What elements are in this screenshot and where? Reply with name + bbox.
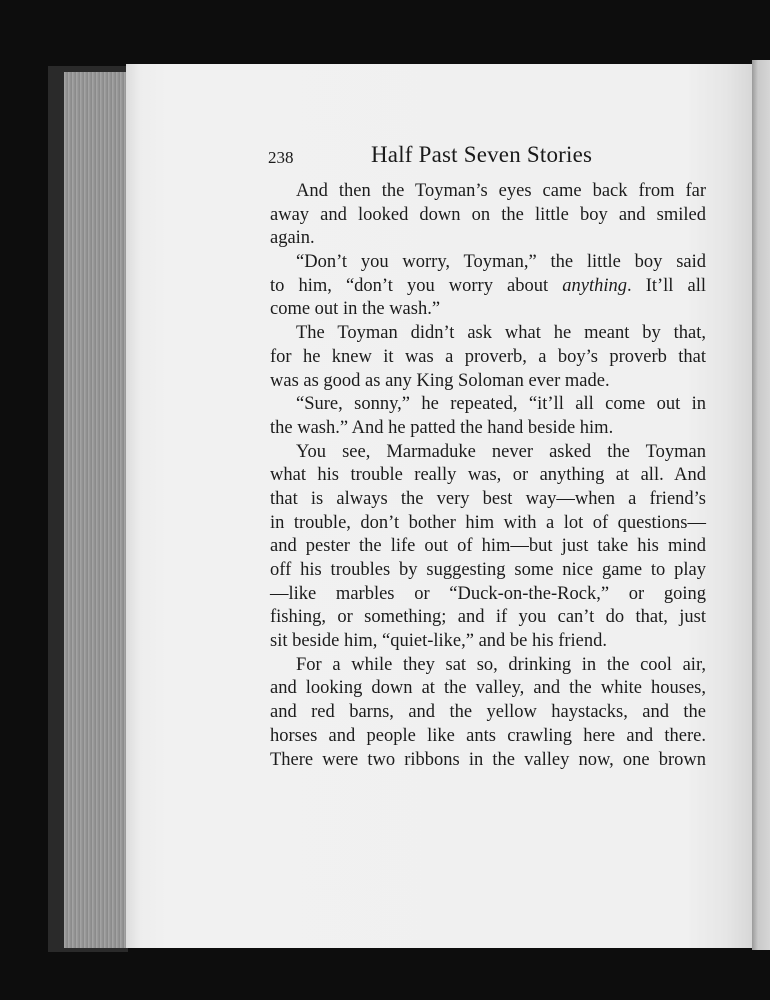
text-line: fishing, or something; and if you can’t do that, just [270,607,706,628]
text-line: There were two ribbons in the valley now, one brown [270,749,706,770]
text-line: what his trouble really was, or anything at all. And [270,465,706,486]
page-header [268,140,708,174]
text-line: sit beside him, “quiet-like,” and be his friend. [270,631,608,652]
facing-page-edge [752,60,770,950]
running-title: Half Past Seven Stories [371,142,593,167]
text-line: to him, “don’t you worry about anything. It’ll all [270,275,706,296]
text-line: in trouble, don’t bother him with a lot of questions— [270,512,706,533]
text-line: was as good as any King Soloman ever made. [270,370,610,391]
text-line: again. [270,228,315,249]
page-number: 238 [268,148,294,167]
text-line: come out in the wash.” [270,299,441,320]
text-line: for he knew it was a proverb, a boy’s proverb that [270,346,706,367]
text-line: horses and people like ants crawling here and there. [270,725,706,746]
text-line: off his troubles by suggesting some nice game to play [270,560,706,580]
text-line: that is always the very best way—when a friend’s [270,488,706,509]
text-line: You see, Marmaduke never asked the Toyman [296,441,706,462]
text-line: “Sure, sonny,” he repeated, “it’ll all come out in [296,394,706,415]
text-line: away and looked down on the little boy and smiled [270,204,706,225]
text-line: And then the Toyman’s eyes came back from far [296,181,706,201]
text-line: For a while they sat so, drinking in the cool air, [296,654,706,675]
text-line: and red barns, and the yellow haystacks, and the [270,702,706,723]
text-line: and pester the life out of him—but just take his mind [270,536,706,557]
text-line: the wash.” And he patted the hand beside him. [270,417,614,438]
text-line: “Don’t you worry, Toyman,” the little boy said [296,252,706,273]
text-line: and looking down at the valley, and the white houses, [270,678,706,699]
text-line: The Toyman didn’t ask what he meant by that, [296,323,706,344]
text-line: —like marbles or “Duck-on-the-Rock,” or going [270,583,706,604]
body-text [270,180,706,772]
page-block-edges [64,72,127,948]
